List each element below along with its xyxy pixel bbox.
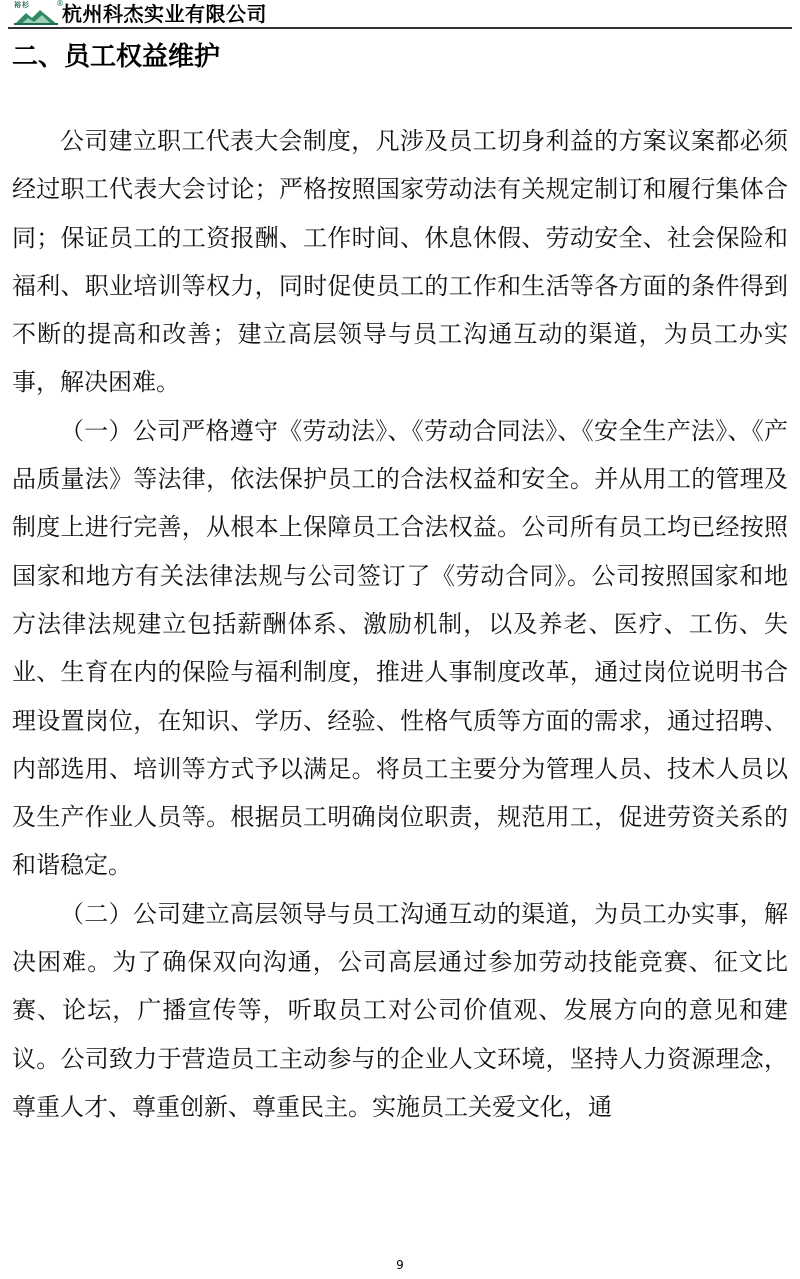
registered-mark: ® <box>56 0 64 8</box>
logo-text: 裕杉 <box>14 1 30 9</box>
section-title: 二、员工权益维护 <box>12 42 221 72</box>
body-text <box>12 117 788 1131</box>
company-name: 杭州科杰实业有限公司 <box>62 2 267 26</box>
paragraph-item-1: （一）公司严格遵守《劳动法》、《劳动合同法》、《安全生产法》、《产品质量法》等法律，依法保护员工的合法权益和安全。并从用工的管理及制度上进行完善，从根本上保障员工合法权益。公司所有员工均已经按照国家和地方有关法律法规与公司签订了《劳动合同》。公司按照国家和地方法律法规建立包括薪酬体系、激励机制，以及养老、医疗、工伤、失业、生育在内的保险与福利制度，推进人事制度改革，通过岗位说明书合理设置岗位，在知识、学历、经验、性格气质等方面的需求，通过招聘、内部选用、培训等方式予以满足。将员工主要分为管理人员、技术人员以及生产作业人员等。根据员工明确岗位职责，规范用工，促进劳资关系的和谐稳定。 <box>12 416 788 880</box>
header-divider <box>8 27 792 29</box>
page-header <box>0 0 800 28</box>
logo-mountain-icon <box>14 9 58 25</box>
company-logo <box>8 1 64 25</box>
page-number: 9 <box>396 1258 404 1272</box>
paragraph-item-2: （二）公司建立高层领导与员工沟通互动的渠道，为员工办实事，解决困难。为了确保双向沟通，公司高层通过参加劳动技能竞赛、征文比赛、论坛，广播宣传等，听取员工对公司价值观、发展方向的意见和建议。公司致力于营造员工主动参与的企业人文环境，坚持人力资源理念，尊重人才、尊重创新、尊重民主。实施员工关爱文化，通 <box>12 899 788 1121</box>
paragraph-intro: 公司建立职工代表大会制度，凡涉及员工切身利益的方案议案都必须经过职工代表大会讨论；严格按照国家劳动法有关规定制订和履行集体合同；保证员工的工资报酬、工作时间、休息休假、劳动安全、社会保险和福利、职业培训等权力，同时促使员工的工作和生活等各方面的条件得到不断的提高和改善；建立高层领导与员工沟通互动的渠道，为员工办实事，解决困难。 <box>12 127 788 397</box>
